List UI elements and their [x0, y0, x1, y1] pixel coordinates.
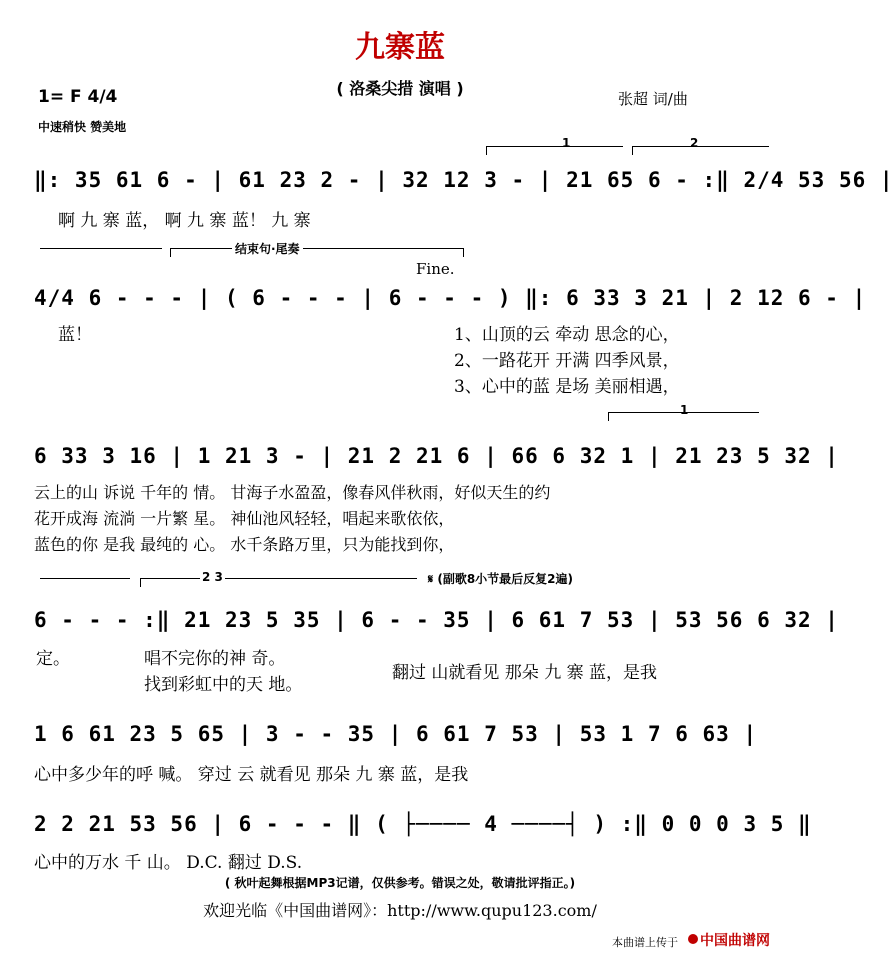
volta-number-23: 2 3 [202, 570, 223, 584]
volta-number-3: 1 [680, 403, 689, 417]
tempo-marking: 中速稍快 赞美地 [38, 120, 127, 134]
notation-line-2: 4/4 6 - - - | ( 6 - - - | 6 - - - ) ‖: 6 33 3 21 | 2 12 6 - | [34, 286, 867, 310]
verse-3-line-a: 3、心中的蓝 是场 美丽相遇， [454, 377, 680, 397]
verse-2-line-a: 2、一路花开 开满 四季风景， [454, 351, 680, 371]
lyrics-line-6: 心中的万水 千 山。 D.C. 翻过 D.S. [34, 853, 303, 873]
verse-1-line-a: 1、山顶的云 牵动 思念的心， [454, 325, 680, 345]
coda-label: 结束句·尾奏 [232, 240, 303, 257]
lyric-chorus-a: 唱不完你的神 奇。 [144, 649, 286, 669]
fine-marking: Fine. [416, 260, 455, 278]
singer-credit: ( 洛桑尖措 演唱 ) [336, 79, 464, 98]
volta-bracket-23 [140, 578, 417, 587]
segno-note: 𝄋 (副歌8小节最后反复2遍) [428, 572, 574, 586]
author-credit: 张超 词/曲 [618, 90, 688, 108]
volta-line [40, 248, 162, 249]
lyrics-line-5: 心中多少年的呼 喊。 穿过 云 就看见 那朵 九 寨 蓝，是我 [34, 765, 469, 785]
coda-bracket [170, 248, 464, 257]
verse-1-line-b: 云上的山 诉说 千年的 情。 甘海子水盈盈，像春风伴秋雨，好似天生的约 [34, 483, 551, 502]
lyric-lan: 蓝！ [58, 325, 92, 345]
volta-number-1: 1 [562, 136, 571, 150]
page-title: 九寨蓝 [355, 30, 445, 65]
notation-line-3: 6 33 3 16 | 1 21 3 - | 21 2 21 6 | 66 6 32 1 | 21 23 5 32 | [34, 444, 839, 468]
volta-bracket-2 [632, 146, 769, 155]
lyric-ding: 定。 [36, 649, 70, 669]
notation-line-6: 2 2 21 53 56 | 6 - - - ‖ ( ├──── 4 ────┤ ) :‖ 0 0 0 3 5 ‖ [34, 812, 812, 836]
site-logo[interactable]: 中国曲谱网 [700, 933, 770, 949]
key-signature: 1= F 4/4 [38, 87, 118, 107]
volta-number-2: 2 [690, 136, 699, 150]
upload-label: 本曲谱上传于 [612, 936, 678, 949]
lyric-chorus-b: 找到彩虹中的天 地。 [144, 675, 303, 695]
logo-icon [688, 934, 698, 944]
notation-line-4: 6 - - - :‖ 21 23 5 35 | 6 - - 35 | 6 61 7 53 | 53 56 6 32 | [34, 608, 839, 632]
transcription-note: ( 秋叶起舞根据MP3记谱，仅供参考。错误之处，敬请批评指正。) [224, 876, 576, 890]
lyrics-line-1: 啊 九 寨 蓝， 啊 九 寨 蓝！ 九 寨 [58, 211, 311, 231]
verse-3-line-b: 蓝色的你 是我 最纯的 心。 水千条路万里，只为能找到你， [34, 535, 455, 554]
notation-line-1: ‖: 35 61 6 - | 61 23 2 - | 32 12 3 - | 21 65 6 - :‖ 2/4 53 56 | [34, 168, 894, 192]
volta-bracket-1 [486, 146, 623, 155]
site-banner[interactable]: 欢迎光临《中国曲谱网》：http://www.qupu123.com/ [203, 901, 597, 920]
verse-2-line-b: 花开成海 流淌 一片繁 星。 神仙池风轻轻，唱起来歌依依， [34, 509, 455, 528]
lyric-chorus-c: 翻过 山就看见 那朵 九 寨 蓝，是我 [392, 663, 658, 683]
notation-line-5: 1 6 61 23 5 65 | 3 - - 35 | 6 61 7 53 | 53 1 7 6 63 | [34, 722, 758, 746]
volta-line-4a [40, 578, 130, 579]
